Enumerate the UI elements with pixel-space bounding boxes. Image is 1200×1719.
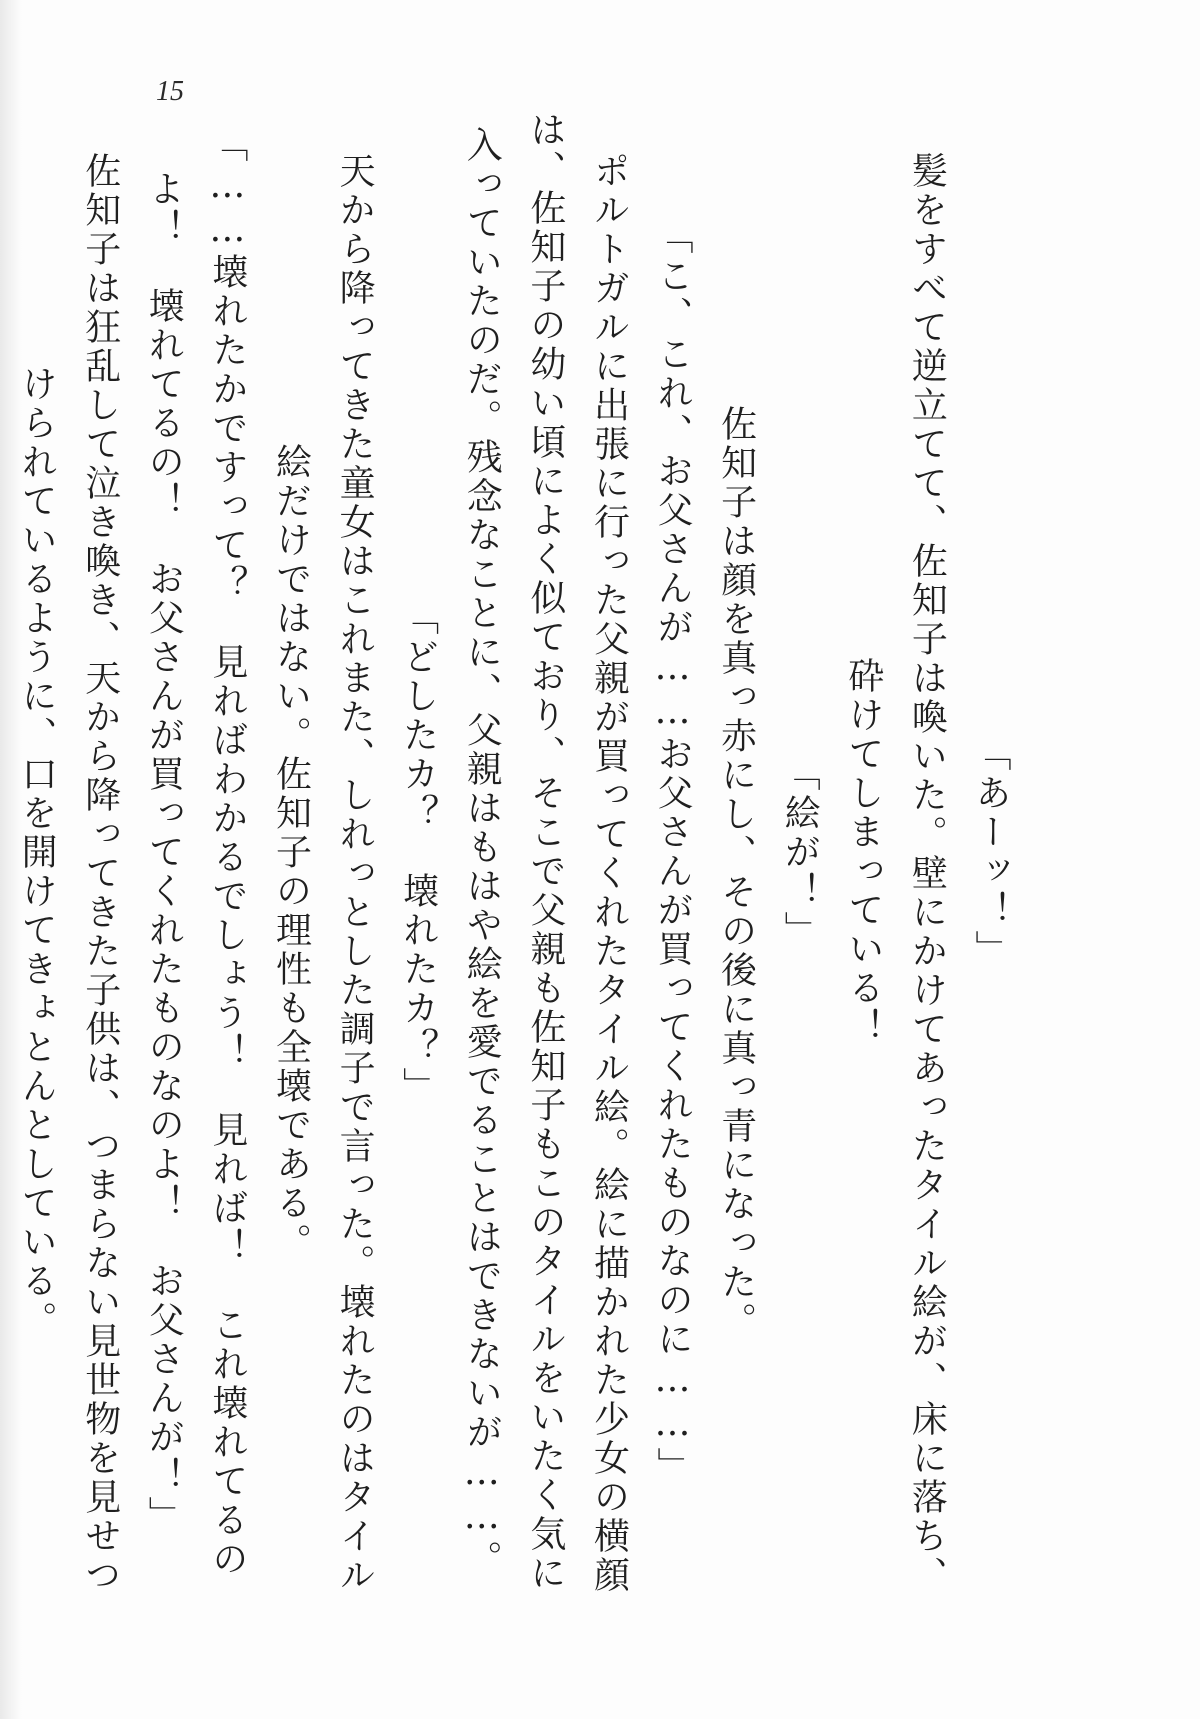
text-line-3: 砕けてしまっている！ (842, 657, 884, 1047)
text-line-5: 佐知子は顔を真っ赤にし、その後に真っ青になった。 (715, 405, 757, 1341)
page-number: 15 (156, 76, 184, 107)
text-line-6: 「こ、これ、お父さんが……お父さんが買ってくれたものなのに……」 (652, 218, 694, 1486)
text-line-1: 「あーッ！」 (970, 735, 1011, 969)
text-line-10: 「どしたカ？ 壊れたカ？」 (397, 598, 439, 1106)
text-line-4: 「絵が！」 (779, 754, 821, 950)
text-line-13: 「……壊れたかですって？ 見ればわかるでしょう！ 見れば！ これ壊れてるの (206, 125, 248, 1579)
body-text-block (16, 111, 1011, 1595)
text-line-8: は、佐知子の幼い頃によく似ており、そこで父親も佐知子もこのタイルをいたく気に (524, 111, 566, 1593)
text-line-11: 天から降ってきた童女はこれまた、しれっとした調子で言った。壊れたのはタイル (334, 151, 376, 1595)
text-line-9: 入っていたのだ。残念なことに、父親はもはや絵を愛でることはできないが……。 (461, 125, 503, 1579)
text-line-16: けられているように、口を開けてきょとんとしている。 (16, 364, 58, 1340)
text-line-2: 髪をすべて逆立てて、佐知子は喚いた。壁にかけてあったタイル絵が、床に落ち、 (906, 151, 948, 1595)
text-line-14: よ！ 壊れてるの！ お父さんが買ってくれたものなのよ！ お父さんが！」 (143, 169, 185, 1535)
text-line-7: ポルトガルに出張に行った父親が買ってくれたタイル絵。絵に描かれた少女の横顔 (588, 151, 630, 1595)
text-line-15: 佐知子は狂乱して泣き喚き、天から降ってきた子供は、つまらない見世物を見せつ (79, 151, 121, 1595)
text-line-12: 絵だけではない。佐知子の理性も全壊である。 (270, 442, 312, 1262)
